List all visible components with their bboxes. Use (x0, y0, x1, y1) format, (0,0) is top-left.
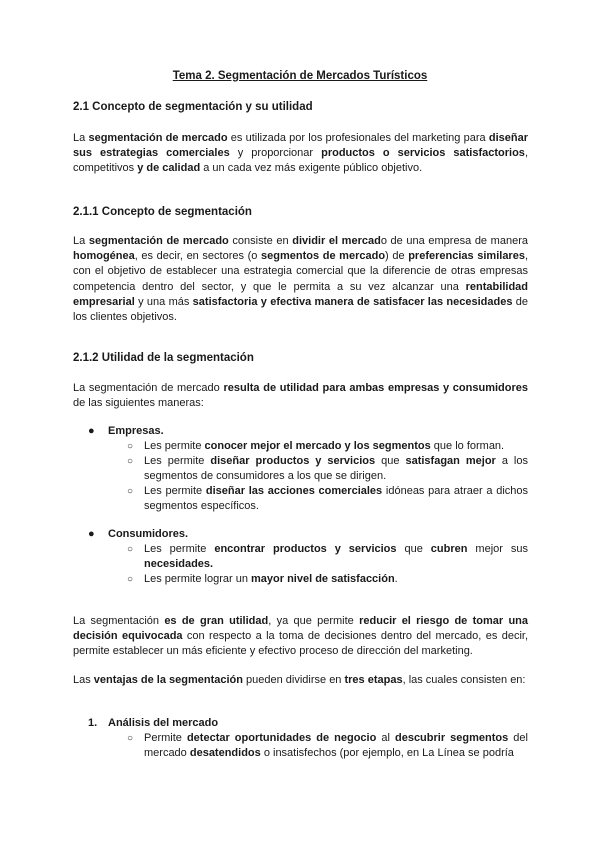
list-item (127, 731, 528, 761)
bullet-marker: ● (88, 425, 95, 437)
numbered-item-1 (88, 716, 219, 731)
item-number: 1. (88, 717, 98, 729)
list-item-text: Les permite conocer mejor el mercado y los segmentos que lo forman. (144, 440, 505, 452)
bold-text: homogénea (73, 250, 135, 263)
bold-text: es de gran utilidad (164, 615, 269, 627)
bullet-empresas (88, 424, 164, 439)
list-item (127, 572, 528, 587)
bullet-label: Empresas. (108, 425, 164, 437)
sub-bullet-marker: ○ (127, 574, 134, 585)
paragraph-intro: La segmentación de mercado es utilizada por los profesionales del marketing para diseñar sus estrategias comerciales y proporcionar productos o servicios satisfactorios, competitivos y de calidad a un cada vez más exigente público objetivo. (73, 132, 528, 175)
bold-text: cubren (430, 543, 468, 555)
bold-text: diseñar sus estrategias comerciales (73, 132, 528, 160)
section-heading-2-1-1: 2.1.1 Concepto de segmentación (73, 206, 252, 218)
bold-text: satisfagan mejor (405, 455, 496, 467)
bold-text: necesidades. (144, 558, 214, 571)
bold-text: mayor nivel de satisfacción (251, 573, 395, 585)
bullet-consumidores (88, 527, 189, 542)
paragraph-utility-intro: La segmentación de mercado resulta de utilidad para ambas empresas y consumidores de las siguientes maneras: (73, 382, 528, 410)
bold-text: y de calidad (137, 162, 201, 175)
sub-bullet-marker: ○ (127, 456, 134, 467)
list-item-text: Les permite encontrar productos y servicios que cubren mejor sus necesidades. (144, 543, 528, 571)
document-title: Tema 2. Segmentación de Mercados Turísticos (172, 70, 428, 82)
bold-text: satisfactoria y efectiva manera de satisfacer las necesidades (192, 295, 513, 308)
list-item-text: Les permite diseñar las acciones comerciales idóneas para atraer a dichos segmentos específicos. (144, 485, 529, 513)
paragraph-concept: La segmentación de mercado consiste en dividir el mercado de una empresa de manera homogénea, es decir, en sectores (o segmentos de mercado) de preferencias similares, con el objetivo de establecer una estrategia comercial que la diferencie de otras empresas competencia dentro del sector, y que le permita a su vez alcanzar una rentabilidad empresarial y una más satisfactoria y efectiva manera de satisfacer las necesidades de los clientes objetivos. (73, 235, 529, 324)
bold-text: descubrir segmentos (394, 732, 509, 744)
list-item (127, 484, 529, 514)
bold-text: encontrar productos y servicios (214, 543, 397, 555)
list-item (127, 542, 528, 572)
section-heading-2-1: 2.1 Concepto de segmentación y su utilidad (73, 101, 313, 113)
bold-text: rentabilidad empresarial (73, 280, 528, 308)
bold-text: segmentos de mercado (261, 250, 386, 263)
bold-text: tres etapas (344, 674, 403, 686)
sub-bullet-marker: ○ (127, 733, 134, 744)
sub-bullet-marker: ○ (127, 441, 134, 452)
list-item (127, 454, 528, 484)
bold-text: segmentación de mercado (88, 132, 228, 144)
bold-text: reducir el riesgo de tomar una decisión equivocada (73, 615, 529, 643)
bold-text: preferencias similares (408, 250, 525, 263)
item-label: Análisis del mercado (108, 717, 219, 729)
bold-text: detectar oportunidades de negocio (186, 732, 377, 744)
list-item-text: Permite detectar oportunidades de negocio al descubrir segmentos del mercado desatendidos o insatisfechos (por ejemplo, en La Línea se podría (144, 732, 528, 760)
bullet-marker: ● (88, 528, 95, 540)
list-item (127, 439, 528, 454)
list-item-text: Les permite lograr un mayor nivel de satisfacción. (144, 573, 398, 585)
bold-text: resulta de utilidad para ambas empresas y consumidores (223, 382, 528, 394)
sub-bullet-marker: ○ (127, 486, 134, 497)
bold-text: productos o servicios satisfactorios (321, 147, 525, 160)
paragraph-utility: La segmentación es de gran utilidad, ya que permite reducir el riesgo de tomar una decisión equivocada con respecto a la toma de decisiones dentro del mercado, es decir, permite establecer un más eficiente y efectivo proceso de dirección del marketing. (73, 615, 529, 658)
bullet-label: Consumidores. (108, 528, 189, 540)
bold-text: ventajas de la segmentación (93, 674, 243, 686)
list-item-text: Les permite diseñar productos y servicios que satisfagan mejor a los segmentos de consumidores a los que se dirigen. (144, 455, 528, 483)
bold-text: desatendidos (189, 747, 261, 760)
bold-text: diseñar productos y servicios (210, 455, 376, 467)
sub-bullet-marker: ○ (127, 544, 134, 555)
bold-text: conocer mejor el mercado y los segmentos (204, 440, 431, 452)
bold-text: segmentación de mercado (88, 235, 229, 247)
bold-text: diseñar las acciones comerciales (205, 485, 383, 497)
bold-text: dividir el mercad (292, 235, 381, 247)
section-heading-2-1-2: 2.1.2 Utilidad de la segmentación (73, 352, 254, 364)
paragraph-advantages: Las ventajas de la segmentación pueden dividirse en tres etapas, las cuales consisten en: (73, 674, 526, 686)
